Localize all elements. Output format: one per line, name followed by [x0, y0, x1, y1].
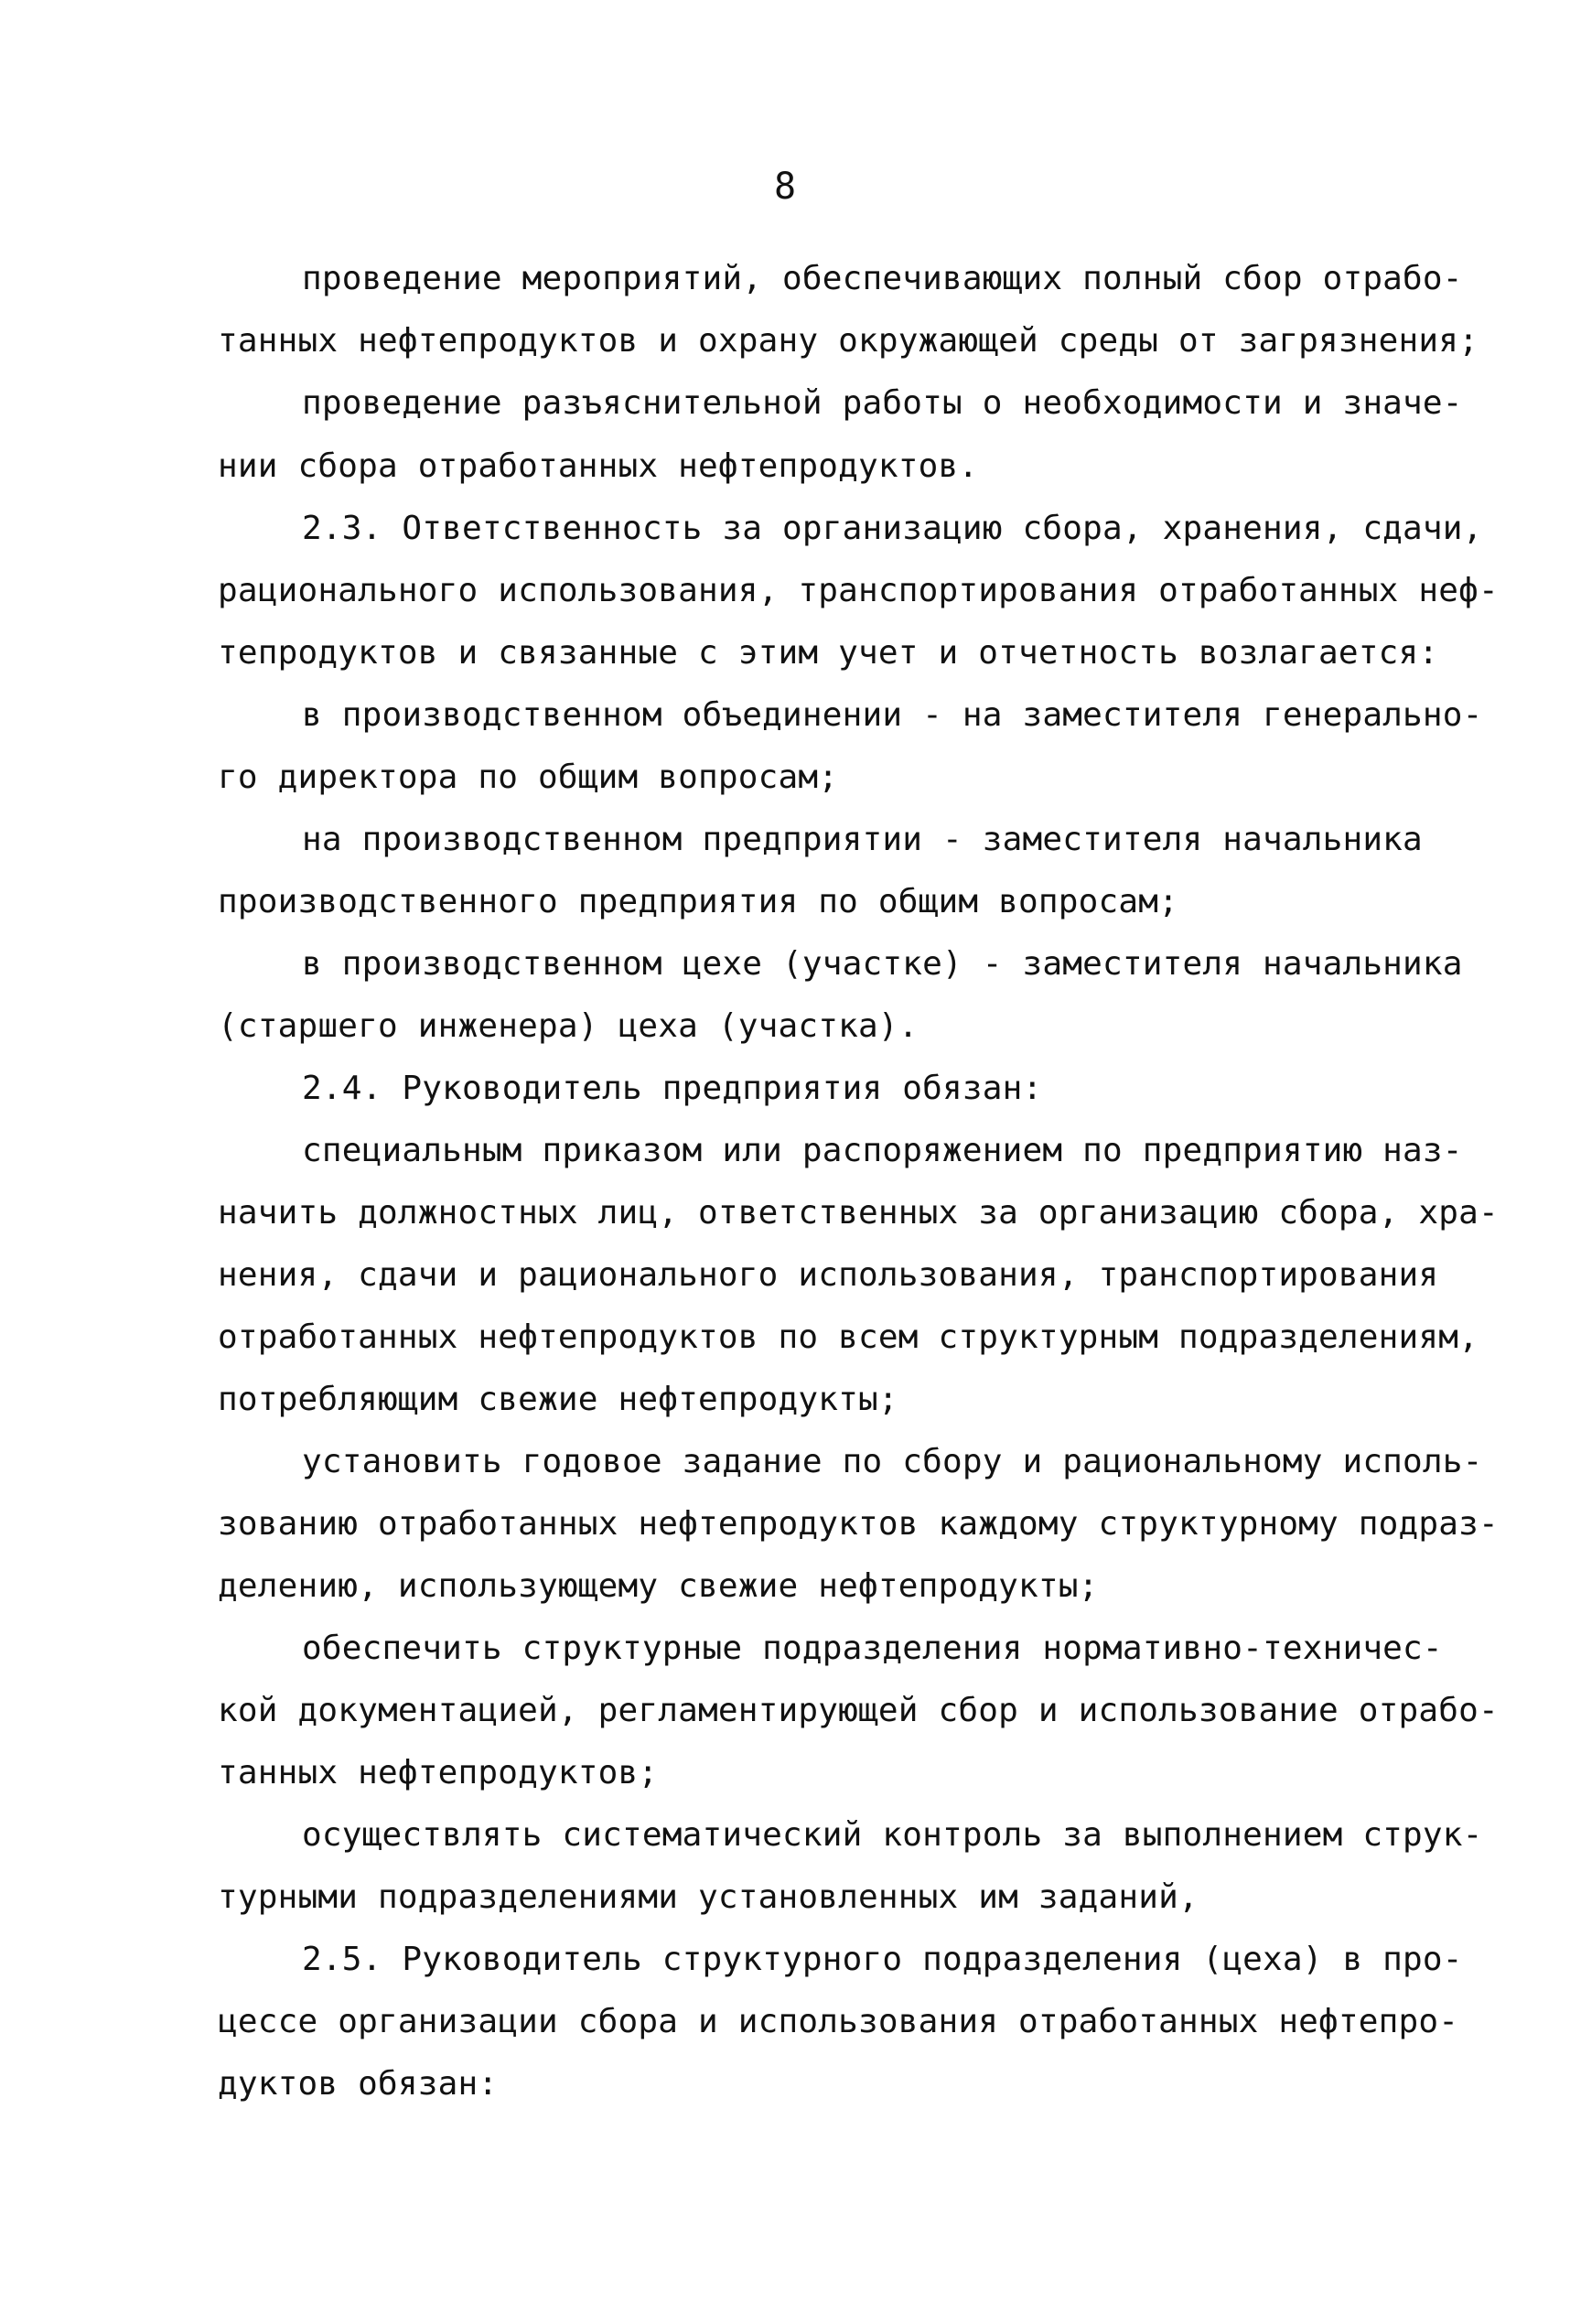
text-line: делению, использующему свежие нефтепродукты; — [218, 1567, 1099, 1605]
section-2-4-heading: 2.4. Руководитель предприятия обязан: — [302, 1070, 1043, 1107]
text-line: зованию отработанных нефтепродуктов каждому структурному подраз- — [218, 1505, 1499, 1543]
text-line: турными подразделениями установленных им заданий, — [218, 1878, 1199, 1916]
text-line: танных нефтепродуктов; — [218, 1754, 659, 1791]
text-line: го директора по общим вопросам; — [218, 759, 839, 796]
text-line: нии сбора отработанных нефтепродуктов. — [218, 447, 979, 485]
text-line: на производственном предприятии - заместителя начальника — [302, 821, 1423, 858]
text-line: танных нефтепродуктов и охрану окружающей среды от загрязнения; — [218, 322, 1479, 360]
text-line: в производственном объединении - на заместителя генерально- — [302, 696, 1483, 734]
text-line: установить годовое задание по сбору и рациональному исполь- — [302, 1443, 1483, 1480]
text-line: специальным приказом или распоряжением по предприятию наз- — [302, 1132, 1463, 1169]
page-number: 8 — [773, 166, 797, 208]
text-line: цессе организации сбора и использования отработанных нефтепро- — [218, 2003, 1459, 2040]
text-line: тепродуктов и связанные с этим учет и отчетность возлагается: — [218, 634, 1439, 672]
text-line: отработанных нефтепродуктов по всем структурным подразделениям, — [218, 1318, 1479, 1356]
text-line: рационального использования, транспортирования отработанных неф- — [218, 572, 1499, 609]
text-line: проведение разъяснительной работы о необходимости и значе- — [302, 384, 1463, 422]
text-line: производственного предприятия по общим вопросам; — [218, 883, 1178, 920]
text-line: дуктов обязан: — [218, 2065, 499, 2103]
text-line: потребляющим свежие нефтепродукты; — [218, 1381, 898, 1418]
text-line: кой документацией, регламентирующей сбор и использование отрабо- — [218, 1692, 1499, 1729]
text-line: нения, сдачи и рационального использования, транспортирования — [218, 1256, 1439, 1294]
section-2-3-line: 2.3. Ответственность за организацию сбора, хранения, сдачи, — [302, 510, 1483, 547]
text-line: в производственном цехе (участке) - заместителя начальника — [302, 945, 1463, 983]
text-line: (старшего инженера) цеха (участка). — [218, 1007, 919, 1045]
text-line: начить должностных лиц, ответственных за организацию сбора, хра- — [218, 1194, 1499, 1232]
section-2-5-line: 2.5. Руководитель структурного подразделения (цеха) в про- — [302, 1941, 1463, 1978]
text-line: осуществлять систематический контроль за выполнением струк- — [302, 1816, 1483, 1854]
text-line: проведение мероприятий, обеспечивающих полный сбор отрабо- — [302, 260, 1463, 297]
text-line: обеспечить структурные подразделения нормативно-техничес- — [302, 1630, 1443, 1667]
